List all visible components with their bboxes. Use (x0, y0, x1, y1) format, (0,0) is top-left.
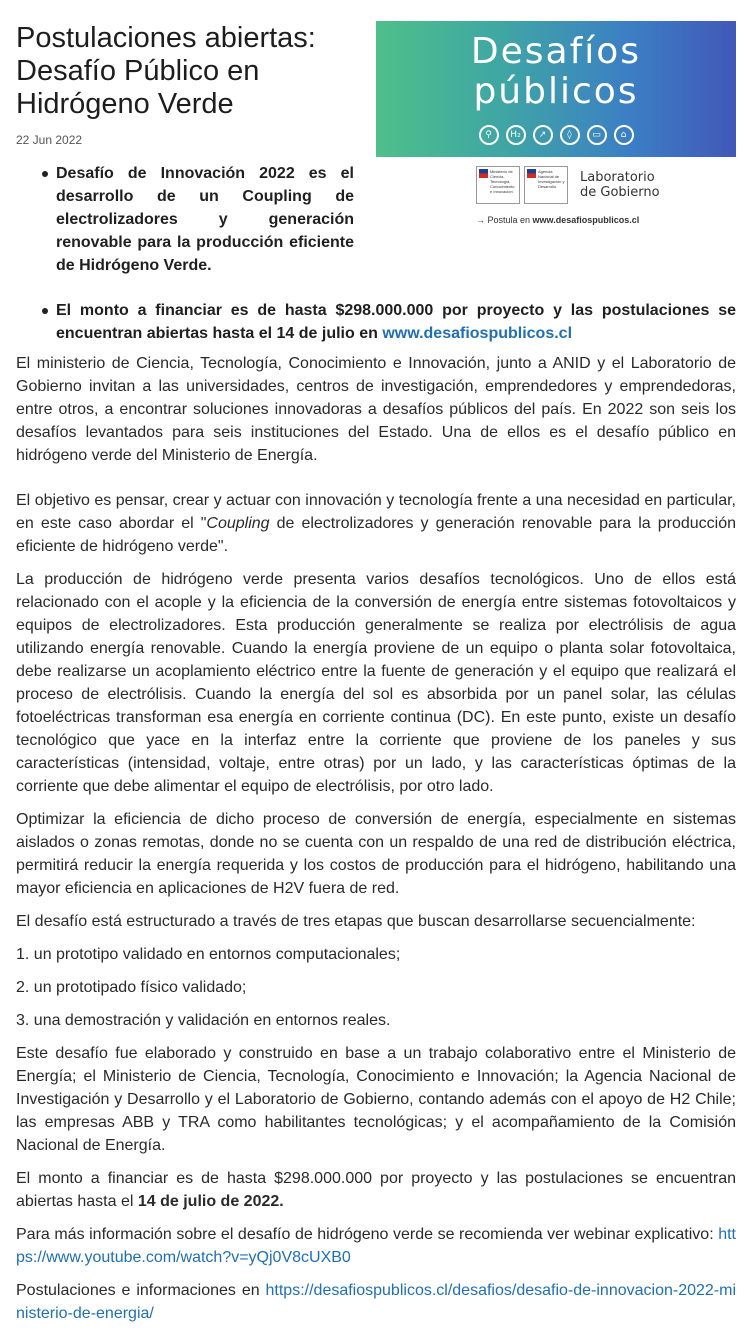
youtube-link[interactable]: https://www.youtube.com/watch?v=yQj0V8cUXB0 (16, 1226, 736, 1266)
highlight-item: Desafío de Innovación 2022 es el desarrollo de un Coupling de electrolizadores y generación renovable para la producción eficiente de Hidrógeno Verde. (16, 162, 354, 277)
paragraph: Para más información sobre el desafío de hidrógeno verde se recomienda ver webinar explicativo: https://www.youtube.com/watch?v=yQj0V8cUXB0 (16, 1226, 736, 1266)
banner-gradient (376, 21, 736, 157)
agency-logo: Agencia Nacional de Investigación y Desarrollo (524, 166, 568, 204)
h2-icon: H₂ (506, 125, 526, 145)
paragraph: Optimizar la eficiencia de dicho proceso de conversión de energía, especialmente en sistemas aislados o zonas remotas, donde no se cuenta con un respaldo de una red de distribución eléctrica, permitirá reducir la energía requerida y los costos de producción para el hidrógeno, habilitando una mayor eficiencia en aplicaciones de H2V fuera de red. (16, 811, 736, 897)
highlight-item: El monto a financiar es de hasta $298.000.000 por proyecto y las postulaciones se encuentran abiertas hasta el 14 de julio en www.desafiospublicos.cl (16, 299, 736, 345)
laboratorio-gobierno-logo: Laboratorio de Gobierno (580, 170, 660, 200)
institution-logos (476, 166, 660, 204)
drop-icon: ◊ (560, 125, 580, 145)
desafio-page-link[interactable]: https://desafiospublicos.cl/desafios/desafio-de-innovacion-2022-ministerio-de-energia/ (16, 1282, 736, 1322)
chart-icon: ↗ (533, 125, 553, 145)
ministry-logo: Ministerio de Ciencia, Tecnología, Conocimiento e Innovación (476, 166, 520, 204)
banner-logos-area (376, 157, 736, 234)
banner-icons (376, 125, 736, 145)
stage-item: 3. una demostración y validación en entornos reales. (16, 1012, 391, 1029)
article-body (16, 352, 736, 1335)
postula-line: → Postula en www.desafiospublicos.cl (476, 215, 640, 225)
banner-word-2: públicos (473, 71, 639, 112)
paragraph: La producción de hidrógeno verde presenta varios desafíos tecnológicos. Uno de ellos está relacionado con el acople y la eficiencia de la conversión de energía entre sistemas fotovoltaicos y equipos de electrolizadores. Esta producción generalmente se realiza por electrólisis de agua utilizando energía renovable. Cuando la energía proviene de un equipo o planta solar fotovoltaica, debe realizarse un acoplamiento eléctrico entre la fuente de generación y el equipo que realizará el proceso de electrólisis. Cuando la energía del sol es absorbida por un panel solar, las células fotoeléctricas transforman esa energía en corriente continua (DC). En este punto, existe un desafío tecnológico que yace en la interfaz entre la corriente que proviene de los paneles y sus características (intensidad, voltaje, entre otras) por un lado, y las características óptimas de la corriente que debe alimentar el equipo de electrólisis, por otro lado. (16, 571, 736, 795)
article-header (16, 22, 356, 147)
truck-icon: ▭ (587, 125, 607, 145)
highlight-list-1 (16, 162, 354, 277)
paragraph: Postulaciones e informaciones en https://desafiospublicos.cl/desafios/desafio-de-innovacion-2022-ministerio-de-energia/ (16, 1282, 736, 1322)
desafios-link[interactable]: www.desafiospublicos.cl (382, 325, 573, 342)
paragraph: Este desafío fue elaborado y construido en base a un trabajo colaborativo entre el Ministerio de Energía; el Ministerio de Ciencia, Tecnología, Conocimiento e Innovación; la Agencia Nacional de Investigación y Desarrollo y el Laboratorio de Gobierno, contando además con el apoyo de H2 Chile; las empresas ABB y TRA como habilitantes tecnológicas; y el acompañamiento de la Comisión Nacional de Energía. (16, 1045, 736, 1154)
banner-word-1: Desafíos (470, 31, 642, 72)
publish-date: 22 Jun 2022 (16, 133, 83, 147)
stage-item: 1. un prototipo validado en entornos computacionales; (16, 946, 401, 963)
stage-item: 2. un prototipado físico validado; (16, 979, 247, 996)
search-icon: ⚲ (479, 125, 499, 145)
paragraph: El objetivo es pensar, crear y actuar con innovación y tecnología frente a una necesidad en particular, en este caso abordar el "Coupling de electrolizadores y generación renovable para la producción eficiente de hidrógeno verde". (16, 492, 737, 555)
paragraph: El ministerio de Ciencia, Tecnología, Conocimiento e Innovación, junto a ANID y el Laboratorio de Gobierno invitan a las universidades, centros de investigación, emprendedores y emprendedoras, entre otros, a encontrar soluciones innovadoras a desafíos públicos del país. En 2022 son seis los desafíos levantados para seis instituciones del Estado. Una de ellos es el desafío público en hidrógeno verde del Ministerio de Energía. (16, 355, 736, 464)
desafios-publicos-banner (376, 21, 736, 234)
highlight-list-2 (16, 299, 736, 345)
page-title: Postulaciones abiertas: Desafío Público en Hidrógeno Verde (16, 22, 316, 120)
paragraph: El desafío está estructurado a través de tres etapas que buscan desarrollarse secuencialmente: (16, 913, 696, 930)
building-icon: ⌂ (614, 125, 634, 145)
paragraph: El monto a financiar es de hasta $298.000.000 por proyecto y las postulaciones se encuentran abiertas hasta el 14 de julio de 2022. (16, 1170, 736, 1210)
